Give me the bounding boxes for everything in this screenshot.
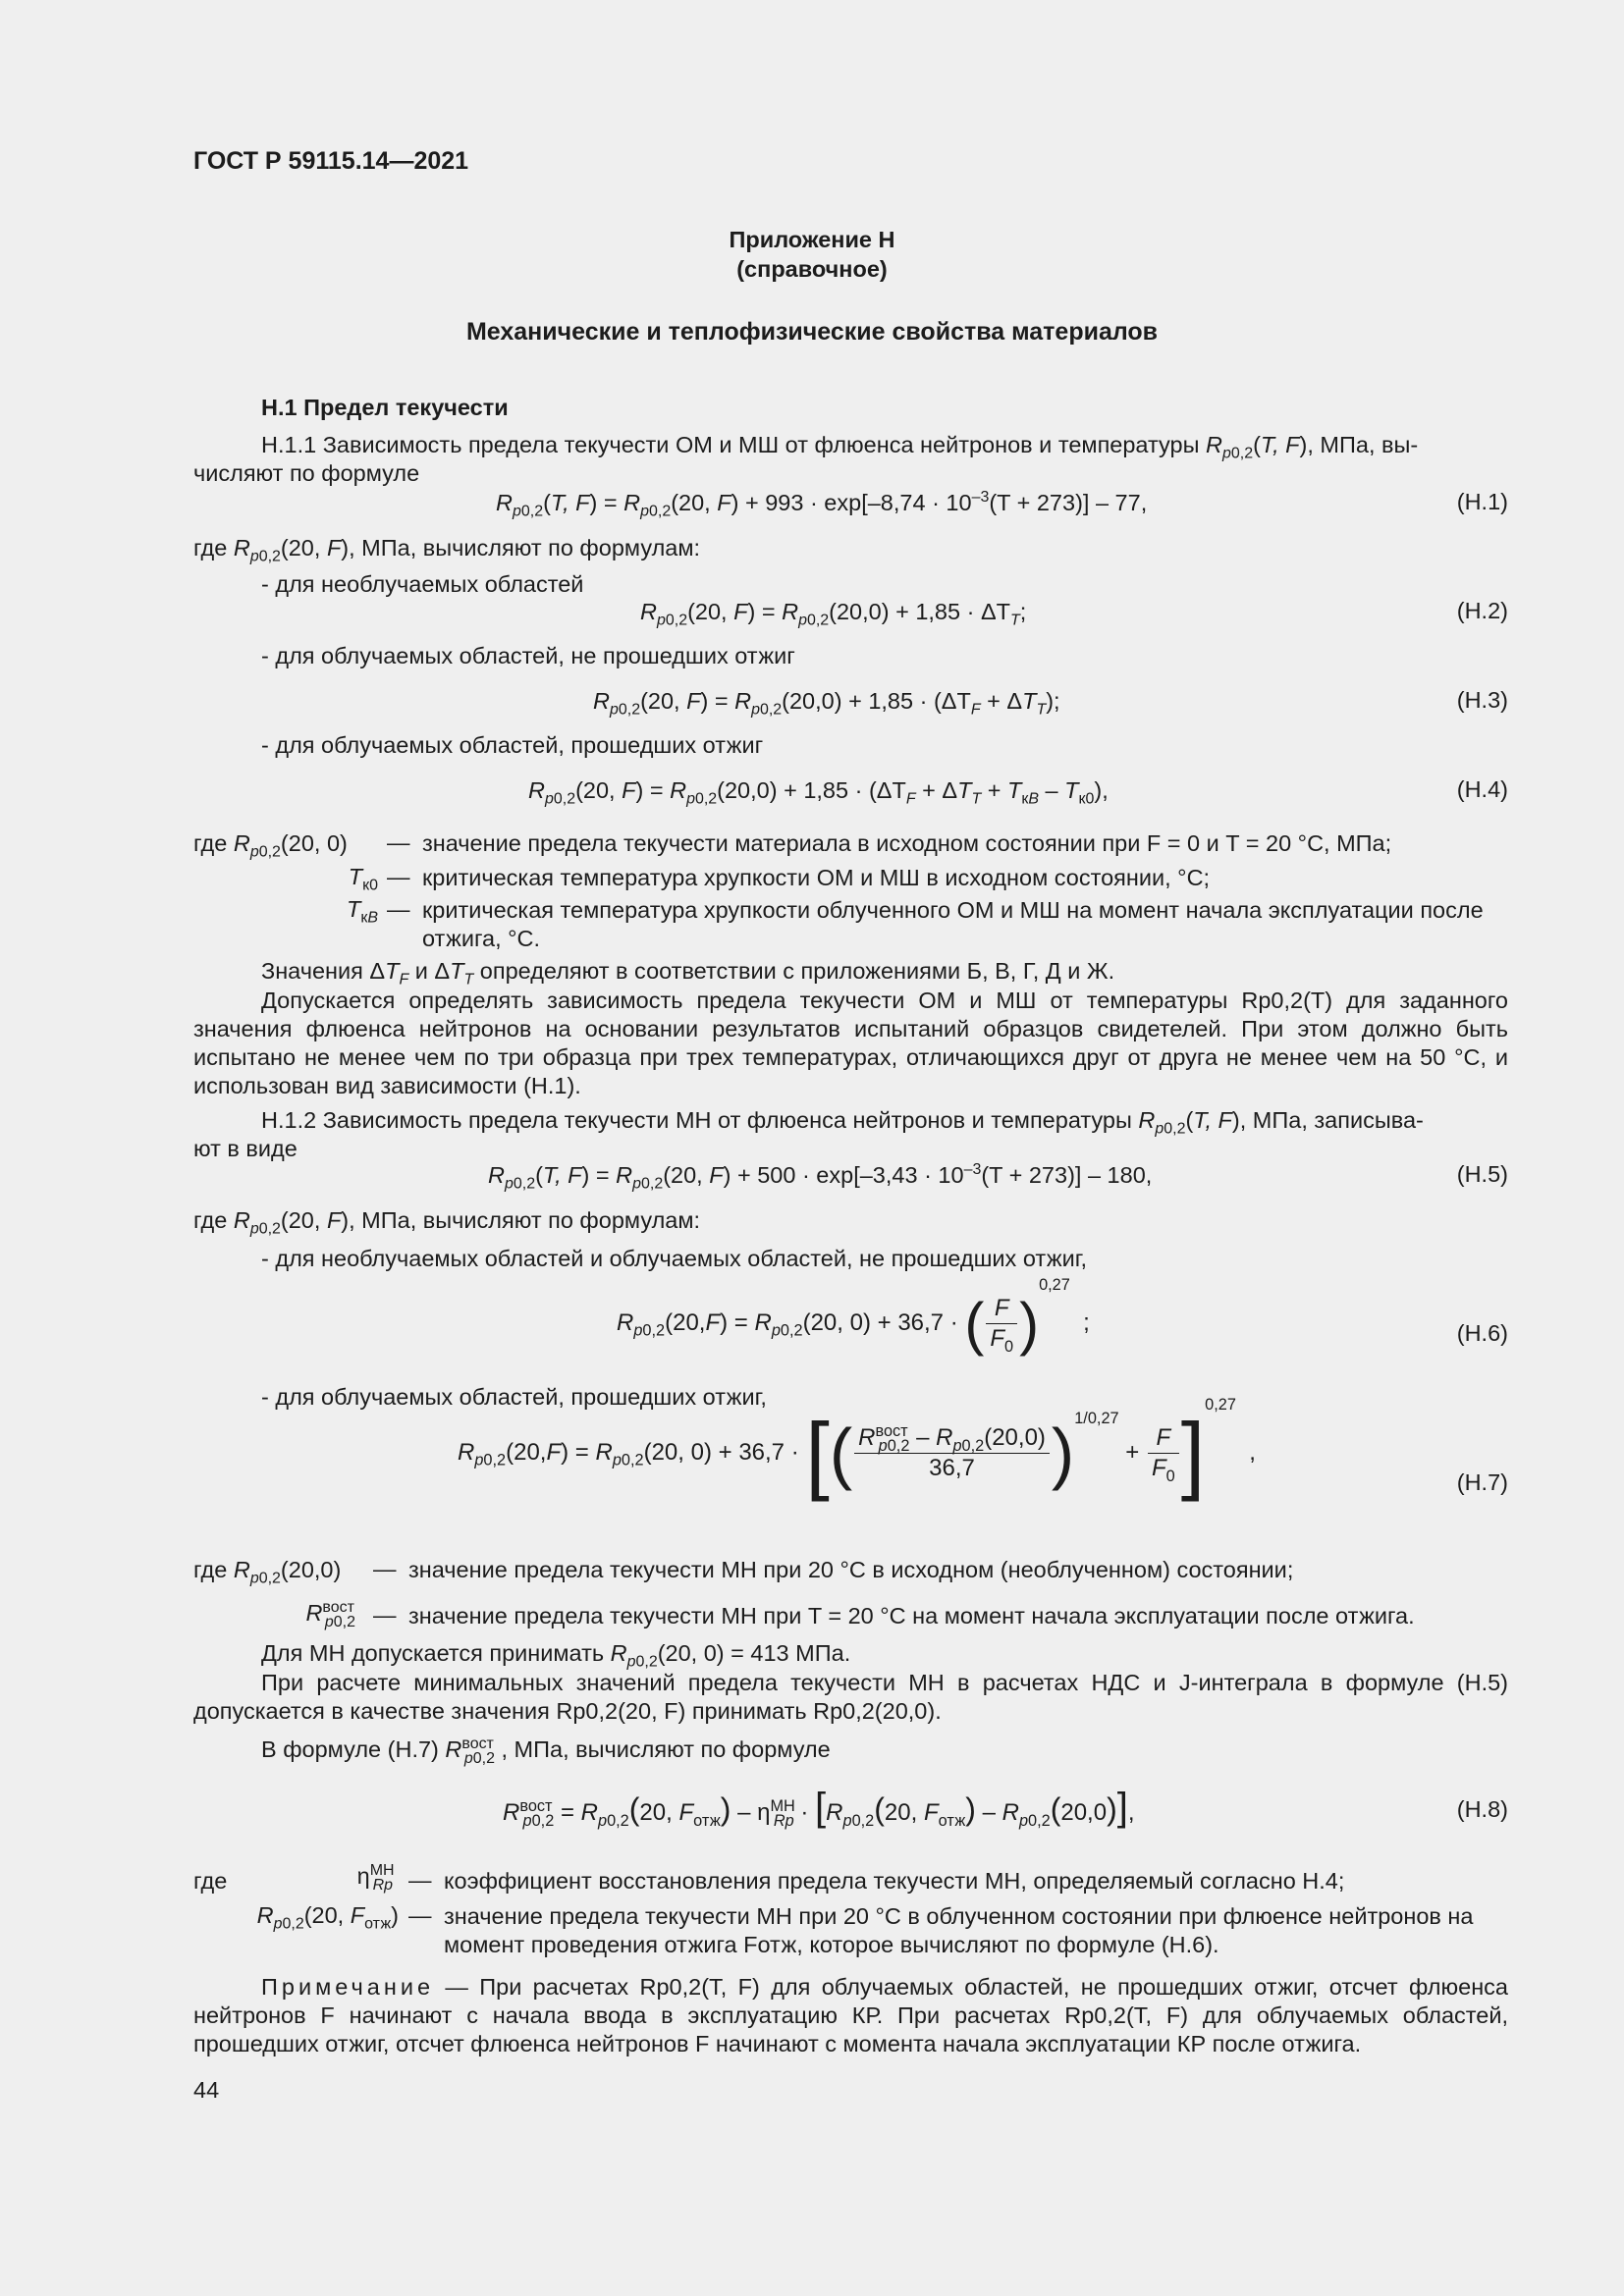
equation-number: (Н.8) (1456, 1796, 1508, 1822)
calc-paragraph: При расчете минимальных значений предела текучести МН в расчетах НДС и J-интеграла в формуле (Н.5) допускается в качестве значения Rp0,2(20, F) принимать Rp0,2(20,0). (193, 1670, 1508, 1724)
formula-run: 36,7 (738, 1438, 785, 1466)
formula-run: вост (461, 1735, 494, 1753)
case-line: - для облучаемых областей, прошедших отжиг (261, 732, 764, 758)
text-run: Значения (261, 958, 370, 984)
em-dash: — (387, 829, 410, 855)
text-run: где (193, 1557, 228, 1582)
text-run: где (193, 535, 234, 561)
symbol-rfotj: $R_{p0,2}(20$, $F_{отж}$) (256, 1902, 399, 1933)
paragraph-h1-2: Н.1.2 Зависимость предела текучести МН от флюенса нейтронов и температуры $R_{p0,2}(T$, F), МПа, записыва- (261, 1107, 1424, 1138)
formula-run: вост (875, 1422, 908, 1440)
definition-text: значение предела текучести МН при 20 °С в исходном (необлученном) состоянии; (408, 1557, 1294, 1582)
paragraph-h1-1-cont: числяют по формуле (193, 460, 420, 486)
appendix-heading: Механические и теплофизические свойства материалов (465, 318, 1159, 346)
formula-h4: $R_{p0,2}(20$, $F) = R_{p0,2}(20,0) + 1,85 \cdot (\Delta T_F + \Delta T_T + T_{кB} - T_{к0})$, (528, 777, 1109, 808)
formula-run: вост (322, 1599, 354, 1617)
text-run: где (193, 1207, 234, 1233)
fraction: $\frac{F}{F_0}$ (1148, 1423, 1179, 1483)
formula-h5: $R_{p0,2}(T$, $F) = R_{p0,2}(20$, $F) + 500 \cdot \exp[-3,43 \cdot 10^{-3}(T + 273)] - 180$, (488, 1161, 1153, 1193)
em-dash: — (387, 864, 410, 889)
paragraph-h1-2-cont: ют в виде (193, 1136, 298, 1161)
formula-run: –3 (963, 1161, 982, 1179)
case-line: - для облучаемых областей, не прошедших отжиг (261, 643, 795, 668)
where-line: где $R_{p0,2}(20$, F), МПа, вычисляют по формулам: (193, 1207, 701, 1238)
paren: ) (1019, 1291, 1040, 1357)
equation-number: (Н.2) (1456, 598, 1508, 623)
equation-number: (Н.5) (1456, 1161, 1508, 1187)
bracket: [ (805, 1405, 830, 1502)
permit-paragraph: Допускается определять зависимость предела текучести ОМ и МШ от температуры Rp0,2(T) для заданного значения флюенса нейтронов на основании результатов испытаний образцов свидетелей. При этом должно быть испытано не менее чем по три образца при трех температурах, отличающихся друг от друга не менее чем на 50 °С, и использован вид зависимости (Н.1). (193, 988, 1508, 1098)
formula-run: + 500 · exp[–3,43 · 10 (731, 1162, 964, 1188)
equation-number: (Н.6) (1456, 1320, 1508, 1346)
text-run: В формуле (Н.7) (261, 1736, 446, 1762)
symbol-eta: $\eta^{МН}_{Rp}$ (356, 1862, 395, 1894)
note-text: — При расчетах Rp0,2(T, F) для облучаемых областей, не прошедших отжиг, отсчет флюенса нейтронов F начинают с начала ввода в эксплуатацию КР. При расчетах Rp0,2(T, F) для облучаемых областей, прошедших отжиг, отсчет флюенса нейтронов F начинают с момента начала эксплуатации КР после отжига. (193, 1974, 1508, 2056)
text-run: Н.1.1 Зависимость предела текучести ОМ и МШ от флюенса нейтронов и температуры (261, 432, 1206, 457)
text-run: , МПа, вычисляют по формулам: (349, 535, 701, 561)
symbol-tkb: $T_{кB}$ (346, 896, 378, 927)
em-dash: — (387, 896, 410, 922)
definition-text: критическая температура хрупкости ОМ и МШ в исходном состоянии, °С; (422, 865, 1211, 890)
text-run: Н.1.2 Зависимость предела текучести МН от флюенса нейтронов и температуры (261, 1107, 1139, 1133)
text-run: (20, 0) = 413 МПа. (657, 1640, 851, 1666)
note-label: Примечание (261, 1974, 435, 2000)
doc-code-header: ГОСТ Р 59115.14—2021 (193, 147, 469, 175)
formula-h6: $R_{p0,2}(20,F) = R_{p0,2}(20$, 0) + 36,7 · ( $\frac{F}{F_0}$ )$^{0,27}$ ; (617, 1275, 1090, 1357)
case-line: - для облучаемых областей, прошедших отжиг, (261, 1384, 767, 1410)
formula-run: (T + 273)] – 77, (989, 490, 1148, 515)
where-line: где $R_{p0,2}(20$, F), МПа, вычисляют по формулам: (193, 535, 701, 565)
formula-run: (20,0) + 1,85 · (ΔT (782, 688, 971, 714)
em-dash: — (373, 1602, 397, 1628)
definition-text: значение предела текучести материала в исходном состоянии при F = 0 и T = 20 °C, МПа; (422, 830, 1392, 856)
em-dash: — (373, 1556, 397, 1581)
fraction: $\frac{F}{F_0}$ (986, 1294, 1017, 1354)
text-run: , МПа, вы- (1307, 432, 1419, 457)
paren: ) (1051, 1415, 1075, 1491)
em-dash: — (408, 1867, 432, 1893)
formula-h3: $R_{p0,2}(20$, $F) = R_{p0,2}(20,0) + 1,85 \cdot (\Delta T_F + \Delta T_T)$; (593, 688, 1060, 719)
formula-h2: $R_{p0,2}(20$, $F) = R_{p0,2}(20,0) + 1,85 \cdot \Delta T_T$; (640, 599, 1027, 629)
text-run: , МПа, вычисляют по формуле (494, 1736, 831, 1762)
equation-number: (Н.1) (1456, 489, 1508, 514)
equation-number: (Н.7) (1456, 1469, 1508, 1495)
paren: ( (829, 1415, 853, 1491)
fraction: $\frac{R^{вост}_{p0,2} - R_{p0,2}(20,0)}{36,7}$ (854, 1423, 1050, 1483)
definition-text: значение предела текучести МН при T = 20 °С на момент начала эксплуатации после отжига. (408, 1603, 1415, 1629)
formula-run: –3 (971, 489, 990, 507)
paren: ( (964, 1291, 985, 1357)
equation-number: (Н.4) (1456, 776, 1508, 802)
where-label: где $R_{p0,2}(20$, 0) (193, 830, 348, 861)
h7-formula-intro: В формуле (Н.7) $R^{вост}_{p0,2}$ , МПа, вычисляют по формуле (261, 1735, 831, 1767)
case-line: - для необлучаемых областей и облучаемых областей, не прошедших отжиг, (261, 1246, 1088, 1271)
formula-h1: $R_{p0,2}(T$, $F) = R_{p0,2}(20$, $F) + 993 \cdot \exp[-8,74 \cdot 10^{-3}(T + 273)] - 77$, (496, 489, 1148, 520)
definition-text: коэффициент восстановления предела текучести МН, определяемый согласно Н.4; (444, 1868, 1345, 1894)
em-dash: — (408, 1902, 432, 1928)
case-line: - для необлучаемых областей (261, 571, 584, 597)
page-number: 44 (193, 2077, 220, 2103)
mn-accept-line: Для МН допускается принимать $R_{p0,2}(20$, 0) = 413 МПа. (261, 1640, 851, 1671)
formula-run: 1/0,27 (1074, 1409, 1119, 1427)
text-run: где (193, 830, 228, 856)
definition-text: критическая температура хрупкости облученного ОМ и МШ на момент начала эксплуатации после отжига, °С. (422, 897, 1484, 951)
formula-run: вост (519, 1797, 553, 1815)
paragraph-h1-1: Н.1.1 Зависимость предела текучести ОМ и МШ от флюенса нейтронов и температуры $R_{p0,2}(T$, F), МПа, вы- (261, 432, 1419, 462)
formula-run: МН (770, 1797, 795, 1815)
appendix-subtitle: (справочное) (736, 256, 888, 282)
section-title: Н.1 Предел текучести (261, 395, 509, 420)
formula-run: 0,27 (1039, 1275, 1070, 1294)
formula-run: 36,7 (929, 1455, 975, 1481)
text-run: определяют в соответствии с приложениями Б, В, Г, Д и Ж. (473, 958, 1115, 984)
formula-run: (20,0) + 1,85 · (ΔT (717, 777, 906, 803)
symbol-tk0: $T_{к0}$ (348, 864, 378, 894)
text-run: , МПа, вычисляют по формулам: (349, 1207, 701, 1233)
where-label: где (193, 1868, 228, 1894)
symbol-rvost: $R^{вост}_{p0,2}$ (305, 1599, 355, 1630)
formula-run: (T + 273)] – 180, (981, 1162, 1153, 1188)
formula-run: 0,27 (1205, 1395, 1236, 1414)
formula-run: (20,0) + 1,85 · ΔT (829, 599, 1011, 624)
where-label: где $R_{p0,2}(20,0)$ (193, 1557, 342, 1587)
formula-run: МН (369, 1862, 395, 1880)
text-run: Для МН допускается принимать (261, 1640, 611, 1666)
values-line: Значения $\Delta T_F$ и $\Delta T_T$ определяют в соответствии с приложениями Б, В, Г, Д и Ж. (261, 958, 1115, 988)
bracket: ] (1180, 1405, 1206, 1502)
definition-text: значение предела текучести МН при 20 °С в облученном состоянии при флюенсе нейтронов на момент проведения отжига Fотж, которое вычисляют по формуле (Н.6). (444, 1903, 1474, 1957)
formula-run: 36,7 (897, 1308, 945, 1336)
equation-number: (Н.3) (1456, 687, 1508, 713)
text-run: , МПа, записыва- (1239, 1107, 1424, 1133)
formula-run: + 993 · exp[–8,74 · 10 (738, 490, 972, 515)
note-paragraph (193, 1973, 1508, 2058)
formula-h7: $R_{p0,2}(20,F) = R_{p0,2}(20$, 0) + 36,7 · [( $\frac{R^{вост}_{p0,2} - R_{p0,2}(20,0)}{36,7}$ )$^{1/0,27}$ + $\frac{F}{F_0}$ ]$^{0,27}$ , (458, 1395, 1256, 1502)
formula-h8: $R^{вост}_{p0,2} = R_{p0,2}(20$, $F_{отж}) - \eta^{МН}_{Rp} \cdot [R_{p0,2}(20$, $F_{отж}) - R_{p0,2}(20,0)$], (503, 1786, 1135, 1830)
appendix-title: Приложение Н (729, 227, 895, 252)
